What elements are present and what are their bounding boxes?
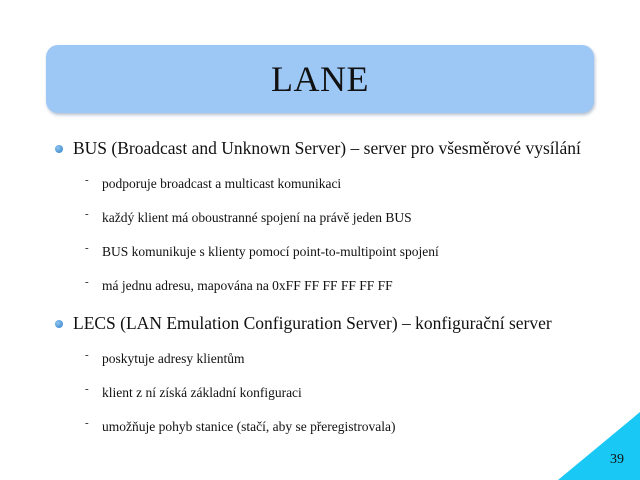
sub-item-text: má jednu adresu, mapována na 0xFF FF FF FF FF FF [102, 278, 393, 293]
sub-item-text: podporuje broadcast a multicast komunikaci [102, 176, 342, 191]
bullet-text: BUS (Broadcast and Unknown Server) – server pro všesměrové vysílání [73, 138, 581, 158]
sub-item [85, 385, 302, 401]
dash-icon: - [85, 417, 89, 429]
sub-item [85, 210, 412, 226]
sub-item [85, 278, 393, 294]
bullet-lecs [55, 313, 552, 334]
corner-decoration [558, 412, 640, 480]
dash-icon: - [85, 174, 89, 186]
sub-item [85, 351, 244, 367]
sub-item [85, 419, 396, 435]
sub-item-text: poskytuje adresy klientům [102, 351, 245, 366]
sub-item-text: klient z ní získá základní konfiguraci [102, 385, 302, 400]
bullet-bus [55, 138, 581, 159]
sub-item [85, 176, 341, 192]
sub-item-text: BUS komunikuje s klienty pomocí point-to-multipoint spojení [102, 244, 439, 259]
dash-icon: - [85, 242, 89, 254]
page-number: 39 [610, 452, 624, 467]
sub-item [85, 244, 439, 260]
bullet-text: LECS (LAN Emulation Configuration Server) – konfigurační server [73, 313, 552, 333]
sub-item-text: umožňuje pohyb stanice (stačí, aby se přeregistrovala) [102, 419, 396, 434]
sub-item-text: každý klient má oboustranné spojení na právě jeden BUS [102, 210, 412, 225]
bullet-dot-icon [55, 145, 63, 153]
dash-icon: - [85, 276, 89, 288]
bullet-dot-icon [55, 320, 63, 328]
slide-title: LANE [271, 59, 369, 99]
dash-icon: - [85, 349, 89, 361]
dash-icon: - [85, 208, 89, 220]
dash-icon: - [85, 383, 89, 395]
